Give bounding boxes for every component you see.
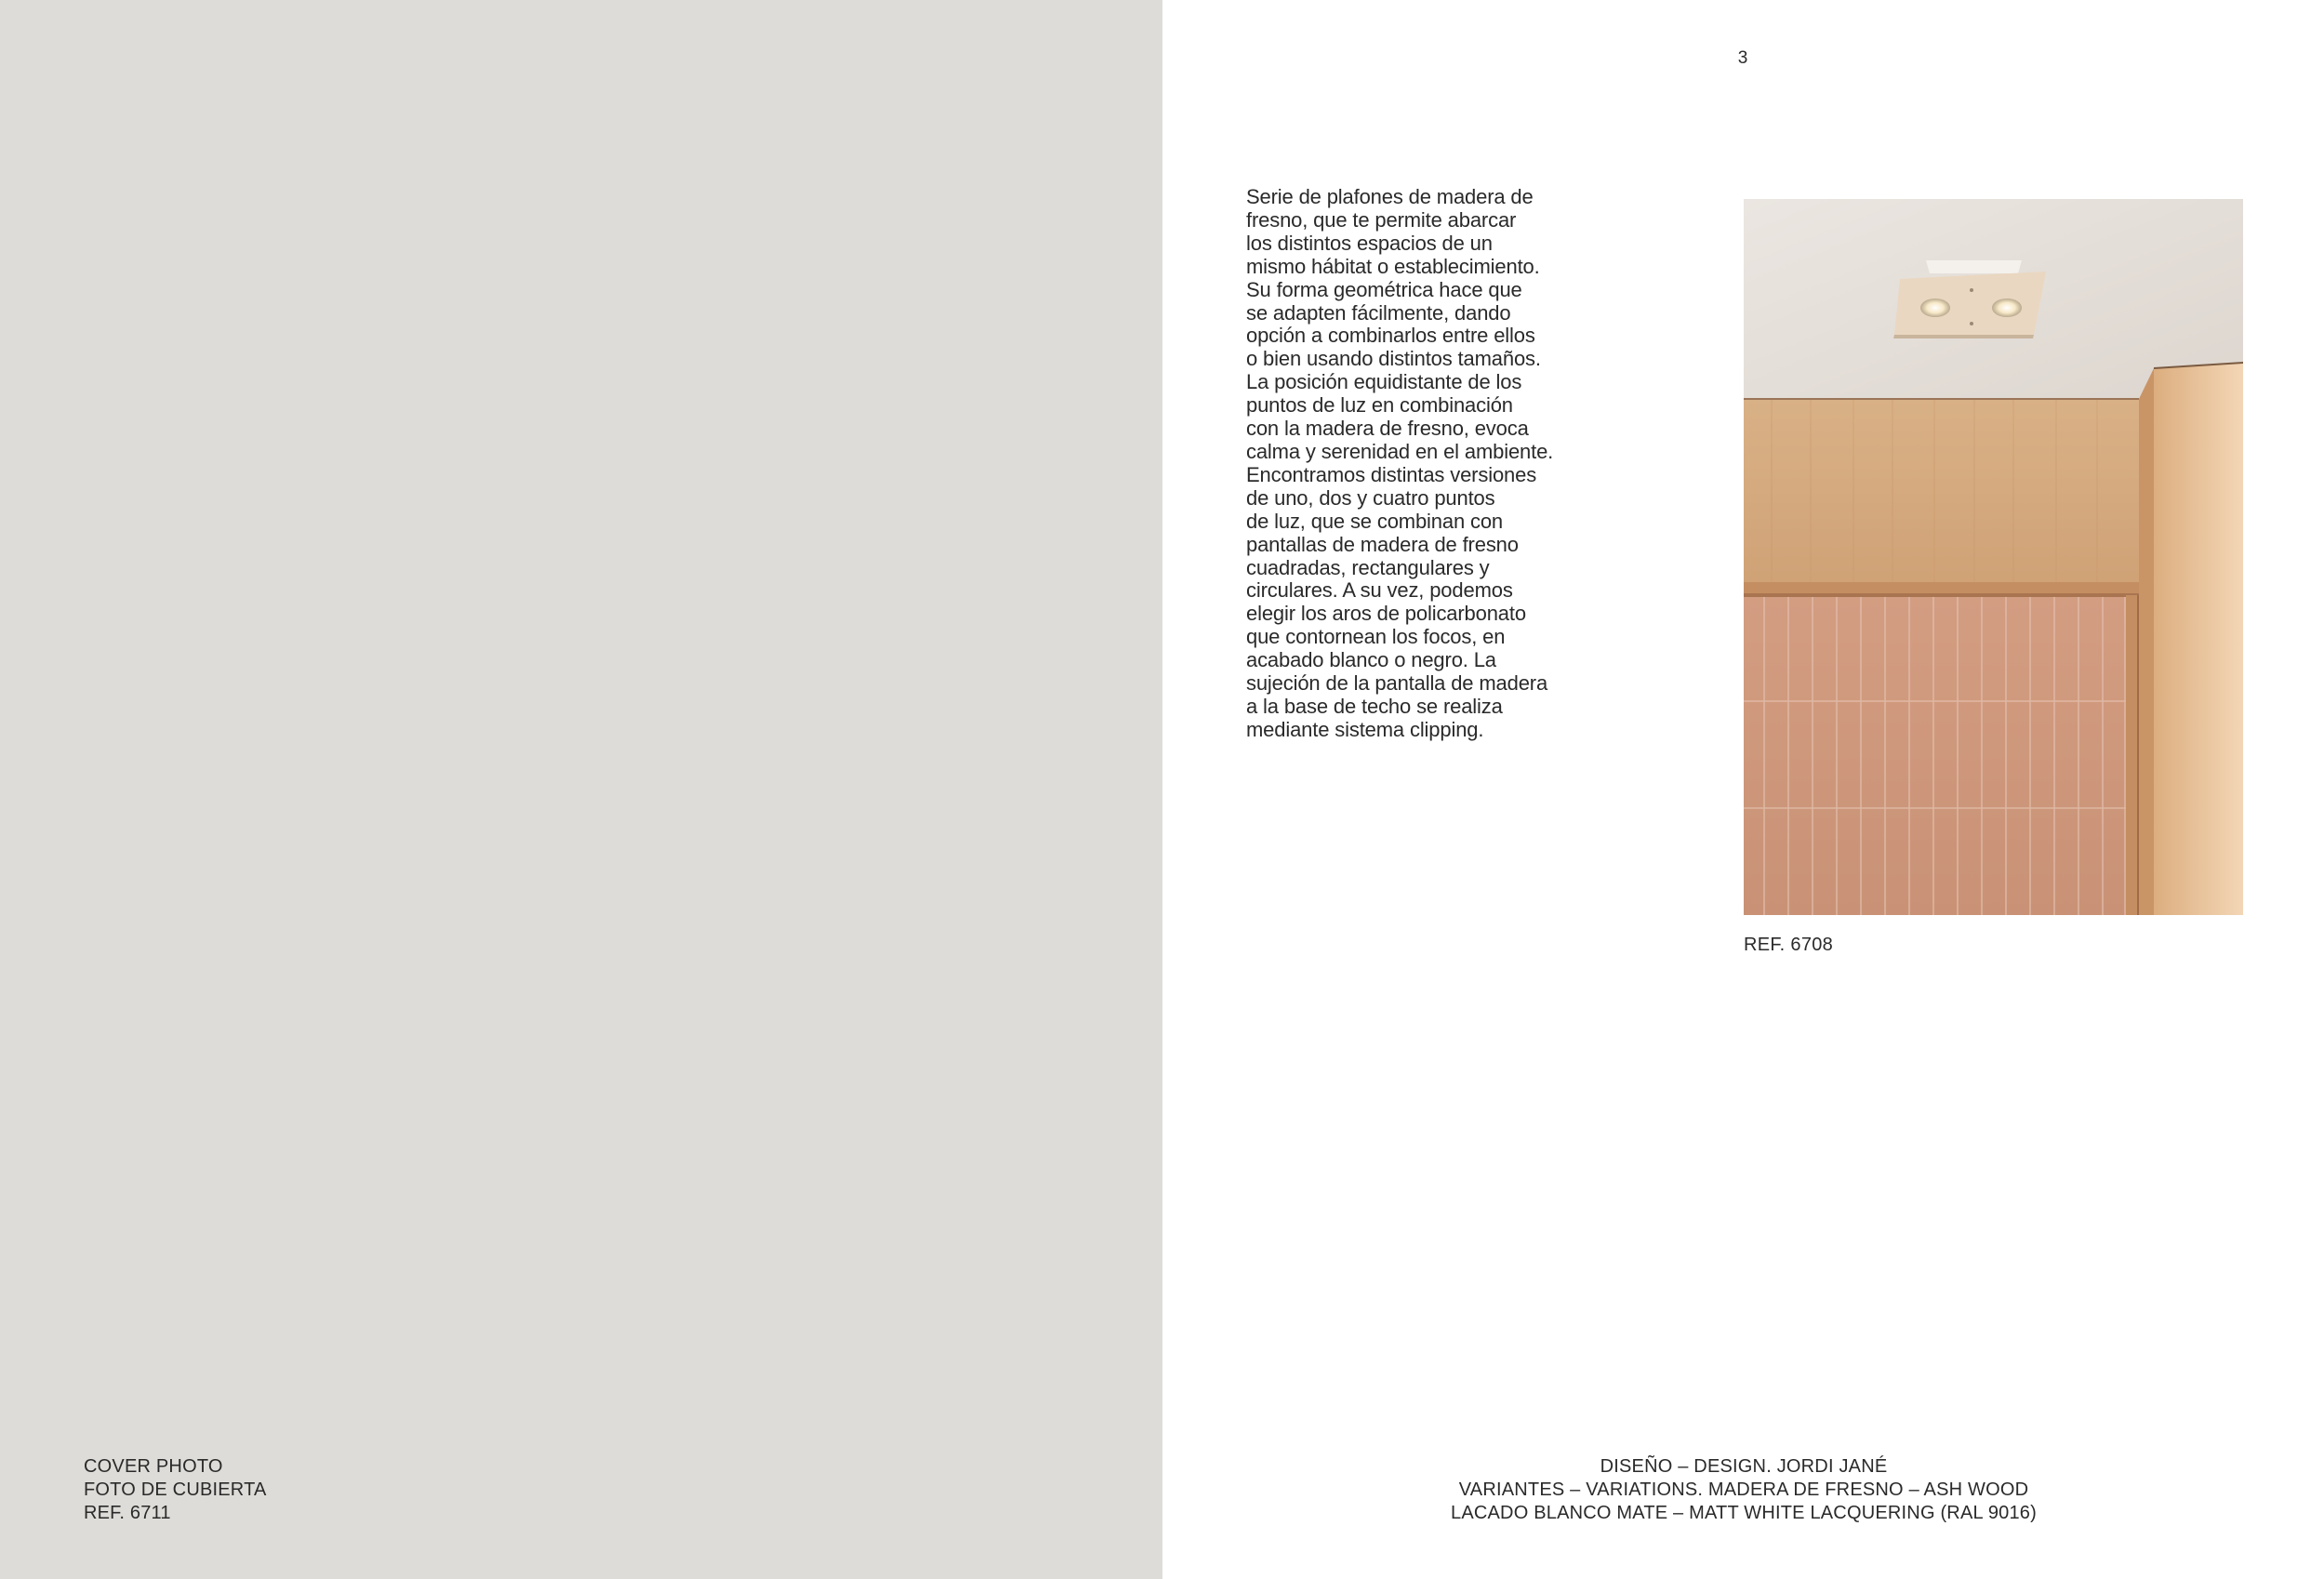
cover-photo-label-es: FOTO DE CUBIERTA [84,1479,267,1500]
description-line: de uno, dos y cuatro puntos [1246,485,1495,510]
cover-photo-credits [84,1455,267,1525]
description-line: mismo hábitat o establecimiento. [1246,254,1540,278]
product-photo [1744,199,2243,915]
description-line: elegir los aros de policarbonato [1246,602,1526,626]
description-line: pantallas de madera de fresno [1246,532,1519,556]
description-line: a la base de techo se realiza [1246,694,1503,718]
cover-photo-ref: REF. 6711 [84,1503,171,1523]
variations-line: VARIANTES – VARIATIONS. MADERA DE FRESNO – ASH WOOD [1458,1479,2029,1500]
description-line: los distintos espacios de un [1246,231,1493,255]
description-line: Encontramos distintas versiones [1246,462,1537,486]
description-line: con la madera de fresno, evoca [1246,417,1529,441]
design-credits [1376,1455,2111,1525]
description-line: sujeción de la pantalla de madera [1246,671,1548,696]
finish-line: LACADO BLANCO MATE – MATT WHITE LACQUERING (RAL 9016) [1451,1503,2037,1523]
cover-photo-label: COVER PHOTO [84,1456,223,1477]
page-number: 3 [1737,48,1748,68]
designer-line: DISEÑO – DESIGN. JORDI JANÉ [1600,1456,1888,1477]
description-line: o bien usando distintos tamaños. [1246,347,1541,371]
description-line: Su forma geométrica hace que [1246,277,1522,301]
description-line: mediante sistema clipping. [1246,717,1484,741]
description-line: acabado blanco o negro. La [1246,648,1496,672]
description-line: cuadradas, rectangulares y [1246,555,1490,579]
description-line: se adapten fácilmente, dando [1246,300,1511,325]
description-line: puntos de luz en combinación [1246,393,1513,418]
description-line: que contornean los focos, en [1246,625,1506,649]
description-line: opción a combinarlos entre ellos [1246,324,1535,348]
photo-reference: REF. 6708 [1744,935,1834,955]
product-description [1246,186,1581,742]
description-line: fresno, que te permite abarcar [1246,207,1517,232]
description-line: La posición equidistante de los [1246,370,1522,394]
description-line: de luz, que se combinan con [1246,509,1504,533]
description-line: Serie de plafones de madera de [1246,185,1534,208]
description-line: circulares. A su vez, podemos [1246,578,1513,603]
description-line: calma y serenidad en el ambiente. [1246,439,1554,463]
